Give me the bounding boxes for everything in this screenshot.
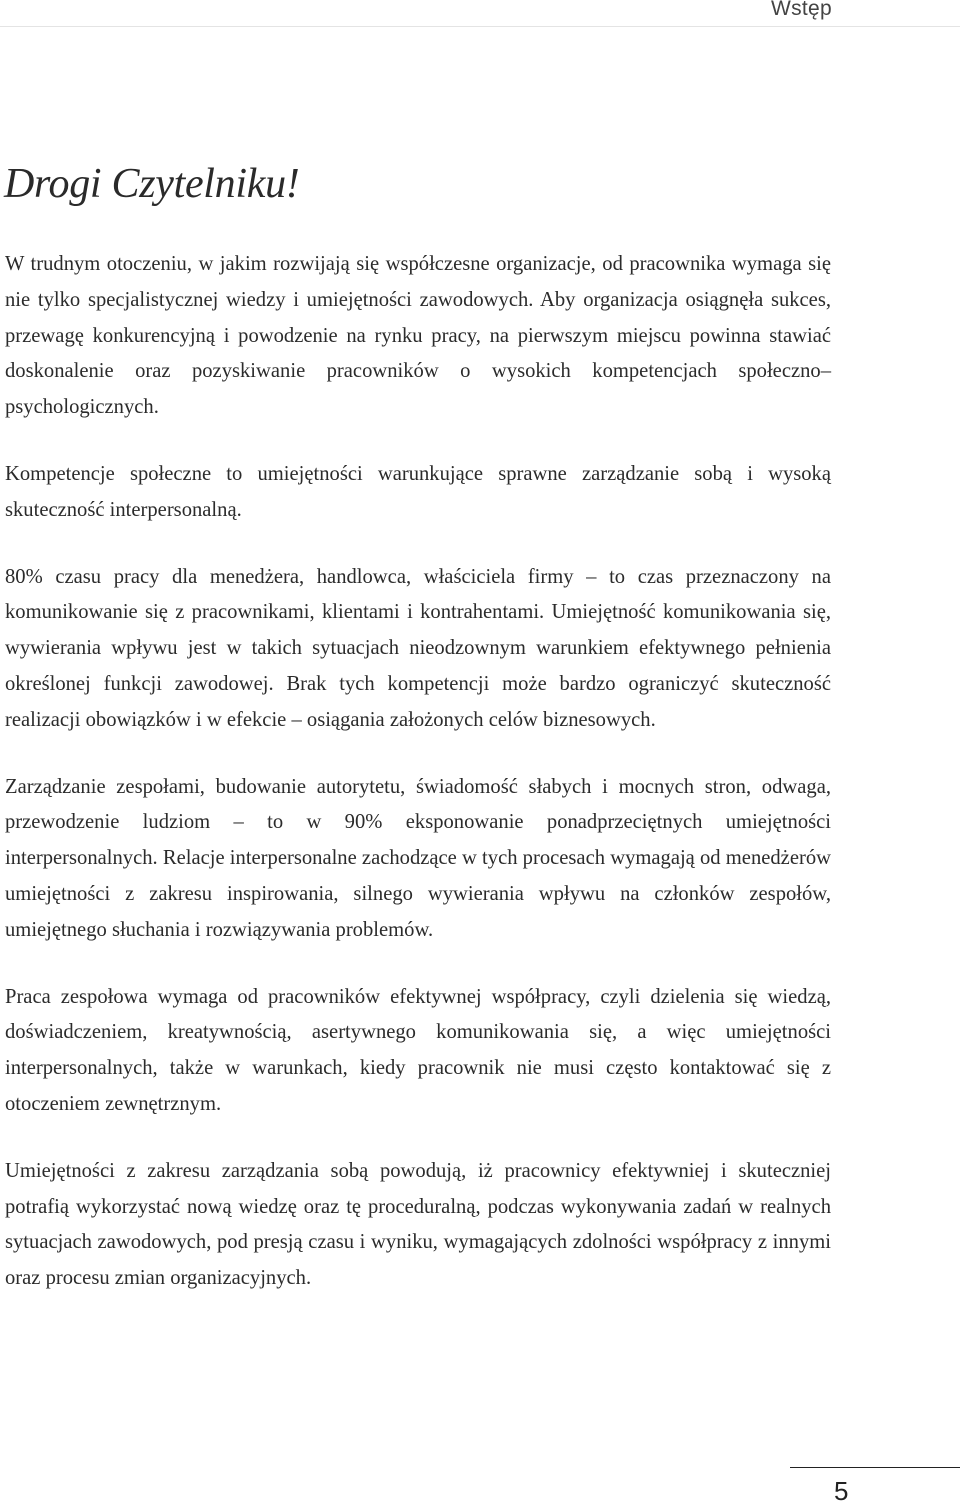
paragraph-social-competences: Kompetencje społeczne to umiejętności warunkujące sprawne zarządzanie sobą i wysoką skuteczność interpersonalną.	[5, 462, 831, 521]
page-number: 5	[834, 1476, 849, 1506]
running-header	[0, 0, 960, 27]
paragraph-intro: W trudnym otoczeniu, w jakim rozwijają się współczesne organizacje, od pracownika wymaga się nie tylko specjalistycznej wiedzy i umiejętności zawodowych. Aby organizacja osiągnęła sukces, przewagę konkurencyjną i powodzenie na rynku pracy, na pierwszym miejscu powinna stawiać doskonalenie oraz pozyskiwanie pracowników o wysokich kompetencjach społeczno–psychologicznych.	[5, 253, 831, 419]
body-text	[5, 247, 831, 1328]
paragraph-team-management: Zarządzanie zespołami, budowanie autorytetu, świadomość słabych i mocnych stron, odwaga, przewodzenie ludziom – to w 90% eksponowanie ponadprzeciętnych umiejętności interpersonalnych. Relacje interpersonalne zachodzące w tych procesach wymagają od menedżerów umiejętności z zakresu inspirowania, silnego wywierania wpływu na członków zespołów, umiejętnego słuchania i rozwiązywania problemów.	[5, 775, 831, 941]
footer-rule	[790, 1467, 960, 1468]
paragraph-teamwork: Praca zespołowa wymaga od pracowników efektywnej współpracy, czyli dzielenia się wiedzą, doświadczeniem, kreatywnością, asertywnego komunikowania się, a więc umiejętności interpersonalnych, także w warunkach, kiedy pracownik nie musi często kontaktować się z otoczeniem zewnętrznym.	[5, 985, 831, 1115]
paragraph-self-management: Umiejętności z zakresu zarządzania sobą powodują, iż pracownicy efektywniej i skuteczniej potrafią wykorzystać nową wiedzę oraz tę proceduralną, podczas wykonywania zadań w realnych sytuacjach zawodowych, pod presją czasu i wyniku, wymagających zdolności współpracy z innymi oraz procesu zmian organizacyjnych.	[5, 1159, 831, 1290]
paragraph-communication: 80% czasu pracy dla menedżera, handlowca, właściciela firmy – to czas przeznaczony na komunikowanie się z pracownikami, klientami i kontrahentami. Umiejętność komunikowania się, wywierania wpływu jest w takich sytuacjach nieodzownym warunkiem efektywnego pełnienia określonej funkcji zawodowej. Brak tych kompetencji może bardzo ograniczyć skuteczność realizacji obowiązków i w efekcie – osiągania założonych celów biznesowych.	[5, 565, 831, 731]
section-label: Wstęp	[770, 0, 832, 20]
page-title: Drogi Czytelniku!	[4, 161, 300, 207]
